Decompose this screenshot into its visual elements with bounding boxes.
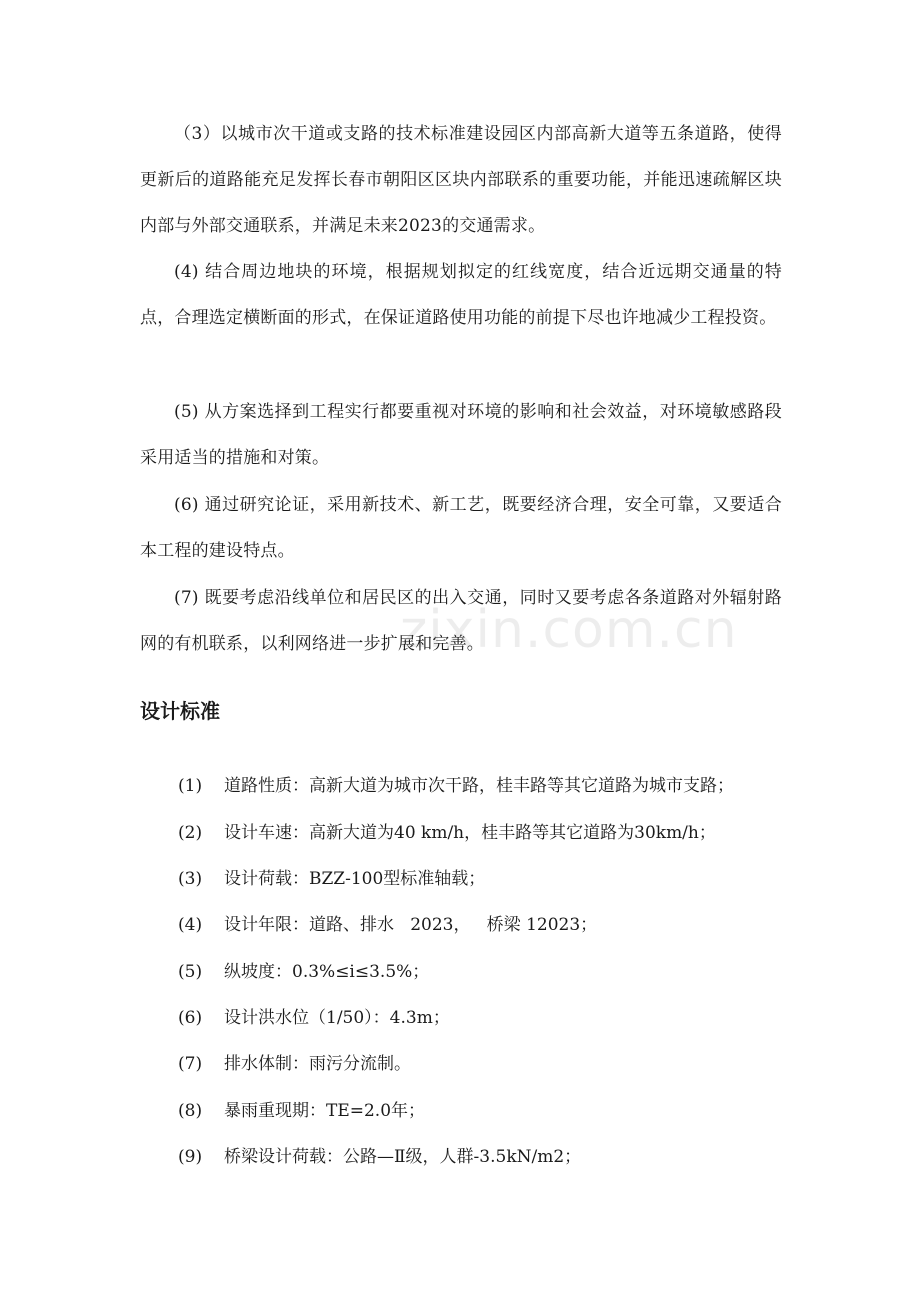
paragraph-4: (4) 结合周边地块的环境，根据规划拟定的红线宽度，结合近远期交通量的特点，合理选定横断面的形式，在保证道路使用功能的前提下尽也许地减少工程投资。 [140, 262, 782, 328]
standard-text: 设计年限：道路、排水 2023， 桥梁 12023； [224, 915, 598, 935]
standard-text: 设计车速：高新大道为40 km/h，桂丰路等其它道路为30km/h； [224, 823, 716, 843]
standard-number: (9) [178, 1147, 203, 1167]
paragraph-3: （3）以城市次干道或支路的技术标准建设园区内部高新大道等五条道路，使得更新后的道路能充足发挥长春市朝阳区区块内部联系的重要功能，并能迅速疏解区块内部与外部交通联系，并满足未来2023的交通需求。 [140, 124, 782, 236]
standard-number: (7) [178, 1054, 203, 1074]
standard-item [178, 864, 485, 889]
standard-text: 纵坡度：0.3%≤i≤3.5%； [224, 962, 430, 982]
standard-item [178, 957, 429, 982]
standard-item [178, 771, 734, 796]
section-heading: 设计标准 [140, 699, 220, 723]
standard-number: (4) [178, 915, 203, 935]
standard-text: 设计洪水位（1/50）：4.3m； [224, 1008, 450, 1028]
paragraph-6: (6) 通过研究论证，采用新技术、新工艺，既要经济合理，安全可靠，又要适合本工程的建设特点。 [140, 495, 782, 561]
standard-number: (8) [178, 1101, 203, 1121]
standard-text: 桥梁设计荷载：公路—Ⅱ级，人群-3.5kN/m2； [224, 1147, 582, 1167]
standard-item [178, 818, 716, 843]
standard-number: (1) [178, 776, 203, 796]
standard-number: (2) [178, 823, 203, 843]
paragraph-5: (5) 从方案选择到工程实行都要重视对环境的影响和社会效益，对环境敏感路段采用适当的措施和对策。 [140, 402, 782, 468]
standard-number: (5) [178, 962, 203, 982]
standard-text: 设计荷载：BZZ-100型标准轴载； [224, 869, 486, 889]
standard-text: 暴雨重现期：TE=2.0年； [224, 1101, 426, 1121]
standard-item [178, 910, 597, 935]
standard-text: 排水体制：雨污分流制。 [224, 1054, 411, 1074]
paragraph-7: (7) 既要考虑沿线单位和居民区的出入交通，同时又要考虑各条道路对外辐射路网的有机联系，以利网络进一步扩展和完善。 [140, 588, 782, 654]
standard-item [178, 1096, 425, 1121]
standard-text: 道路性质：高新大道为城市次干路，桂丰路等其它道路为城市支路； [224, 776, 734, 796]
standard-number: (3) [178, 869, 203, 889]
standard-number: (6) [178, 1008, 203, 1028]
standard-item [178, 1142, 581, 1167]
watermark: zixin.com.cn [400, 600, 738, 660]
standard-item [178, 1049, 411, 1074]
standard-item [178, 1003, 450, 1028]
